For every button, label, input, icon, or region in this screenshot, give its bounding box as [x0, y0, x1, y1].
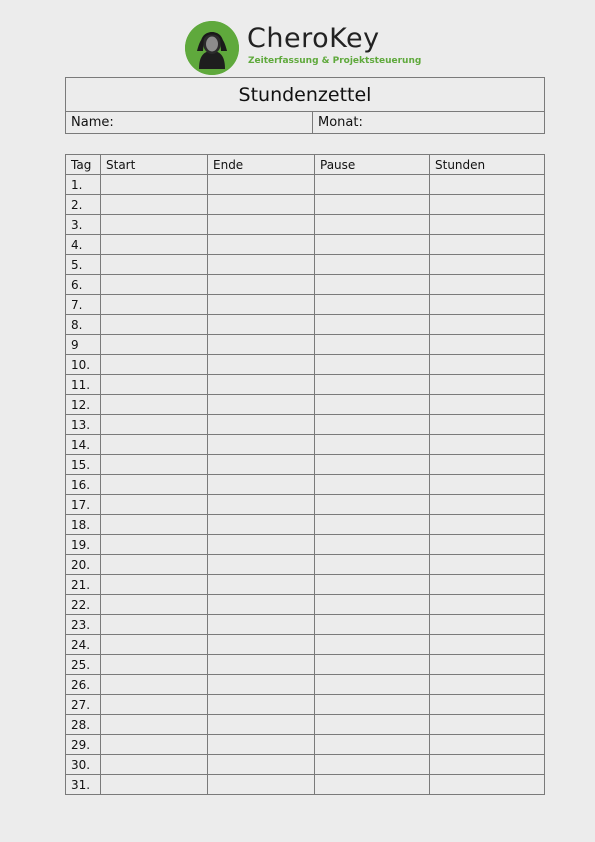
- stunden-cell[interactable]: [430, 775, 545, 795]
- table-row: [66, 235, 545, 255]
- day-label: 19.: [66, 535, 101, 555]
- stunden-cell[interactable]: [430, 475, 545, 495]
- pause-cell[interactable]: [315, 535, 430, 555]
- stunden-cell[interactable]: [430, 675, 545, 695]
- start-cell[interactable]: [101, 735, 208, 755]
- page-title: Stundenzettel: [66, 78, 545, 112]
- ende-cell[interactable]: [208, 495, 315, 515]
- table-row: [66, 495, 545, 515]
- start-cell[interactable]: [101, 495, 208, 515]
- day-label: 8.: [66, 315, 101, 335]
- start-cell[interactable]: [101, 295, 208, 315]
- table-row: [66, 255, 545, 275]
- pause-cell[interactable]: [315, 355, 430, 375]
- pause-cell[interactable]: [315, 215, 430, 235]
- stunden-cell[interactable]: [430, 555, 545, 575]
- table-row: [66, 375, 545, 395]
- start-cell[interactable]: [101, 175, 208, 195]
- ende-cell[interactable]: [208, 475, 315, 495]
- ende-cell[interactable]: [208, 655, 315, 675]
- start-cell[interactable]: [101, 535, 208, 555]
- start-cell[interactable]: [101, 315, 208, 335]
- ende-cell[interactable]: [208, 215, 315, 235]
- table-row: [66, 415, 545, 435]
- table-row: [66, 435, 545, 455]
- column-header-ende: Ende: [208, 155, 315, 175]
- stunden-cell[interactable]: [430, 535, 545, 555]
- start-cell[interactable]: [101, 555, 208, 575]
- ende-cell[interactable]: [208, 455, 315, 475]
- start-cell[interactable]: [101, 275, 208, 295]
- ende-cell[interactable]: [208, 555, 315, 575]
- day-label: 14.: [66, 435, 101, 455]
- table-row: [66, 515, 545, 535]
- ende-cell[interactable]: [208, 195, 315, 215]
- pause-cell[interactable]: [315, 335, 430, 355]
- day-label: 21.: [66, 575, 101, 595]
- stunden-cell[interactable]: [430, 615, 545, 635]
- day-label: 20.: [66, 555, 101, 575]
- ende-cell[interactable]: [208, 275, 315, 295]
- day-label: 4.: [66, 235, 101, 255]
- day-label: 24.: [66, 635, 101, 655]
- day-label: 15.: [66, 455, 101, 475]
- table-row: [66, 175, 545, 195]
- column-header-tag: Tag: [66, 155, 101, 175]
- stunden-cell[interactable]: [430, 575, 545, 595]
- ende-cell[interactable]: [208, 615, 315, 635]
- day-label: 11.: [66, 375, 101, 395]
- ende-cell[interactable]: [208, 535, 315, 555]
- pause-cell[interactable]: [315, 375, 430, 395]
- ende-cell[interactable]: [208, 235, 315, 255]
- ende-cell[interactable]: [208, 575, 315, 595]
- stunden-cell[interactable]: [430, 515, 545, 535]
- pause-cell[interactable]: [315, 455, 430, 475]
- day-label: 23.: [66, 615, 101, 635]
- pause-cell[interactable]: [315, 555, 430, 575]
- ende-cell[interactable]: [208, 515, 315, 535]
- day-label: 2.: [66, 195, 101, 215]
- table-row: [66, 655, 545, 675]
- pause-cell[interactable]: [315, 235, 430, 255]
- table-row: [66, 675, 545, 695]
- pause-cell[interactable]: [315, 415, 430, 435]
- ende-cell[interactable]: [208, 715, 315, 735]
- pause-cell[interactable]: [315, 195, 430, 215]
- day-label: 6.: [66, 275, 101, 295]
- ende-cell[interactable]: [208, 355, 315, 375]
- pause-cell[interactable]: [315, 775, 430, 795]
- ende-cell[interactable]: [208, 735, 315, 755]
- start-cell[interactable]: [101, 595, 208, 615]
- pause-cell[interactable]: [315, 655, 430, 675]
- ende-cell[interactable]: [208, 695, 315, 715]
- start-cell[interactable]: [101, 355, 208, 375]
- table-row: [66, 355, 545, 375]
- ende-cell[interactable]: [208, 675, 315, 695]
- stunden-cell[interactable]: [430, 435, 545, 455]
- table-row: [66, 395, 545, 415]
- pause-cell[interactable]: [315, 615, 430, 635]
- stunden-cell[interactable]: [430, 695, 545, 715]
- brand-name: CheroKey: [247, 23, 380, 54]
- pause-cell[interactable]: [315, 255, 430, 275]
- start-cell[interactable]: [101, 415, 208, 435]
- ende-cell[interactable]: [208, 435, 315, 455]
- table-row: [66, 315, 545, 335]
- table-row: [66, 755, 545, 775]
- stunden-cell[interactable]: [430, 755, 545, 775]
- day-label: 13.: [66, 415, 101, 435]
- day-label: 17.: [66, 495, 101, 515]
- stunden-cell[interactable]: [430, 395, 545, 415]
- table-row: [66, 695, 545, 715]
- column-header-pause: Pause: [315, 155, 430, 175]
- table-row: [66, 535, 545, 555]
- timesheet-table: [65, 154, 545, 795]
- ende-cell[interactable]: [208, 415, 315, 435]
- pause-cell[interactable]: [315, 175, 430, 195]
- ende-cell[interactable]: [208, 175, 315, 195]
- stunden-cell[interactable]: [430, 455, 545, 475]
- ende-cell[interactable]: [208, 295, 315, 315]
- stunden-cell[interactable]: [430, 655, 545, 675]
- start-cell[interactable]: [101, 215, 208, 235]
- start-cell[interactable]: [101, 615, 208, 635]
- stunden-cell[interactable]: [430, 495, 545, 515]
- day-label: 12.: [66, 395, 101, 415]
- pause-cell[interactable]: [315, 435, 430, 455]
- day-label: 31.: [66, 775, 101, 795]
- day-label: 26.: [66, 675, 101, 695]
- pause-cell[interactable]: [315, 475, 430, 495]
- day-label: 22.: [66, 595, 101, 615]
- stunden-cell[interactable]: [430, 735, 545, 755]
- day-label: 27.: [66, 695, 101, 715]
- header-table: [65, 77, 545, 134]
- pause-cell[interactable]: [315, 735, 430, 755]
- stunden-cell[interactable]: [430, 235, 545, 255]
- start-cell[interactable]: [101, 475, 208, 495]
- stunden-cell[interactable]: [430, 595, 545, 615]
- start-cell[interactable]: [101, 255, 208, 275]
- stunden-cell[interactable]: [430, 335, 545, 355]
- day-label: 1.: [66, 175, 101, 195]
- pause-cell[interactable]: [315, 315, 430, 335]
- start-cell[interactable]: [101, 195, 208, 215]
- table-header-row: [66, 155, 545, 175]
- name-field[interactable]: Name:: [66, 112, 313, 134]
- column-header-start: Start: [101, 155, 208, 175]
- table-row: [66, 295, 545, 315]
- ende-cell[interactable]: [208, 755, 315, 775]
- pause-cell[interactable]: [315, 515, 430, 535]
- stunden-cell[interactable]: [430, 275, 545, 295]
- logo-emblem-icon: [185, 21, 239, 75]
- stunden-cell[interactable]: [430, 315, 545, 335]
- day-label: 5.: [66, 255, 101, 275]
- table-row: [66, 555, 545, 575]
- pause-cell[interactable]: [315, 675, 430, 695]
- stunden-cell[interactable]: [430, 415, 545, 435]
- table-row: [66, 195, 545, 215]
- pause-cell[interactable]: [315, 495, 430, 515]
- ende-cell[interactable]: [208, 375, 315, 395]
- day-label: 7.: [66, 295, 101, 315]
- ende-cell[interactable]: [208, 395, 315, 415]
- pause-cell[interactable]: [315, 275, 430, 295]
- ende-cell[interactable]: [208, 315, 315, 335]
- stunden-cell[interactable]: [430, 375, 545, 395]
- start-cell[interactable]: [101, 395, 208, 415]
- start-cell[interactable]: [101, 335, 208, 355]
- pause-cell[interactable]: [315, 295, 430, 315]
- ende-cell[interactable]: [208, 335, 315, 355]
- start-cell[interactable]: [101, 755, 208, 775]
- table-row: [66, 775, 545, 795]
- day-label: 25.: [66, 655, 101, 675]
- stunden-cell[interactable]: [430, 255, 545, 275]
- table-row: [66, 215, 545, 235]
- table-row: [66, 275, 545, 295]
- start-cell[interactable]: [101, 575, 208, 595]
- pause-cell[interactable]: [315, 575, 430, 595]
- day-label: 9: [66, 335, 101, 355]
- start-cell[interactable]: [101, 375, 208, 395]
- column-header-stunden: Stunden: [430, 155, 545, 175]
- stunden-cell[interactable]: [430, 715, 545, 735]
- start-cell[interactable]: [101, 655, 208, 675]
- pause-cell[interactable]: [315, 695, 430, 715]
- start-cell[interactable]: [101, 235, 208, 255]
- brand-tagline: Zeiterfassung & Projektsteuerung: [248, 56, 422, 66]
- start-cell[interactable]: [101, 515, 208, 535]
- pause-cell[interactable]: [315, 635, 430, 655]
- pause-cell[interactable]: [315, 755, 430, 775]
- day-label: 3.: [66, 215, 101, 235]
- start-cell[interactable]: [101, 435, 208, 455]
- day-label: 10.: [66, 355, 101, 375]
- day-label: 30.: [66, 755, 101, 775]
- month-field[interactable]: Monat:: [313, 112, 545, 134]
- table-row: [66, 335, 545, 355]
- table-row: [66, 635, 545, 655]
- start-cell[interactable]: [101, 695, 208, 715]
- ende-cell[interactable]: [208, 255, 315, 275]
- stunden-cell[interactable]: [430, 195, 545, 215]
- stunden-cell[interactable]: [430, 175, 545, 195]
- ende-cell[interactable]: [208, 775, 315, 795]
- pause-cell[interactable]: [315, 395, 430, 415]
- day-label: 29.: [66, 735, 101, 755]
- pause-cell[interactable]: [315, 715, 430, 735]
- start-cell[interactable]: [101, 455, 208, 475]
- ende-cell[interactable]: [208, 635, 315, 655]
- table-row: [66, 715, 545, 735]
- stunden-cell[interactable]: [430, 635, 545, 655]
- table-row: [66, 615, 545, 635]
- start-cell[interactable]: [101, 715, 208, 735]
- stunden-cell[interactable]: [430, 295, 545, 315]
- start-cell[interactable]: [101, 675, 208, 695]
- table-row: [66, 735, 545, 755]
- start-cell[interactable]: [101, 775, 208, 795]
- day-label: 18.: [66, 515, 101, 535]
- table-row: [66, 595, 545, 615]
- start-cell[interactable]: [101, 635, 208, 655]
- stunden-cell[interactable]: [430, 355, 545, 375]
- table-row: [66, 575, 545, 595]
- ende-cell[interactable]: [208, 595, 315, 615]
- day-label: 16.: [66, 475, 101, 495]
- day-label: 28.: [66, 715, 101, 735]
- table-row: [66, 475, 545, 495]
- stunden-cell[interactable]: [430, 215, 545, 235]
- pause-cell[interactable]: [315, 595, 430, 615]
- table-row: [66, 455, 545, 475]
